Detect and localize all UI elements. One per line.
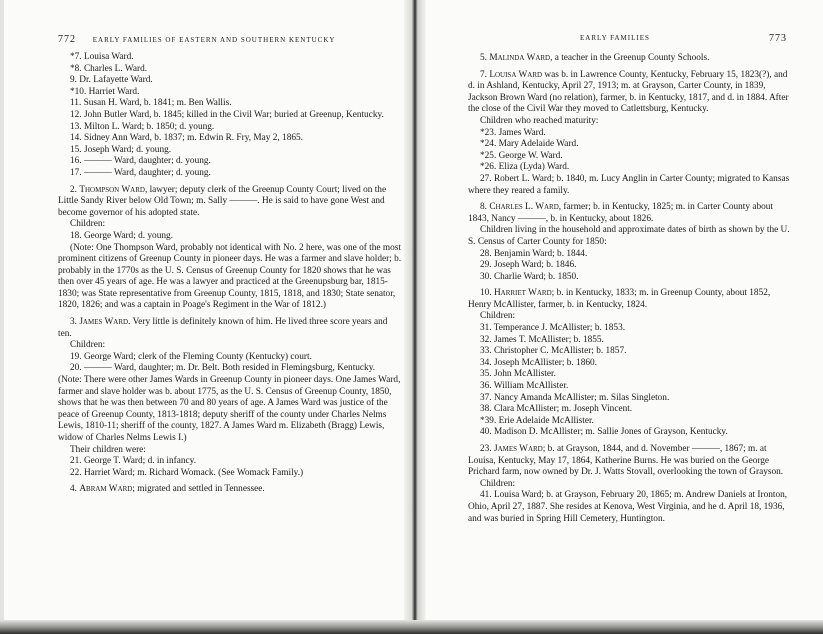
list-item: 18. George Ward; d. young.: [70, 230, 173, 241]
list-item: 21. George T. Ward; d. in infancy.: [70, 456, 197, 467]
entry-number: 7.: [480, 69, 487, 80]
right-running-head: EARLY FAMILIES: [580, 34, 650, 42]
list-item: 40. Madison D. McAllister; m. Sallie Jones of Grayson, Kentucky.: [480, 427, 728, 438]
list-item: 14. Sidney Ann Ward, b. 1837; m. Edwin R. Fry, May 2, 1865.: [70, 133, 303, 144]
list-item: 22. Harriet Ward; m. Richard Womack. (See Womack Family.): [70, 467, 304, 478]
list-item: 20. ——— Ward, daughter; m. Dr. Belt. Both resided in Flemingsburg, Kentucky.: [70, 363, 376, 374]
entry-name: Abram Ward: [79, 484, 133, 495]
list-item: 13. Milton L. Ward; b. 1850; d. young.: [70, 121, 215, 132]
note-paragraph: (Note: One Thompson Ward, probably not identical with No. 2 here, was one of the most prominent citizens of Greenup County in pioneer days. He was a farmer and slave holder; b. probably in the 1770s as the U. S. Census of Greenup County for 1820 shows that he was then over 45 years of age. He was a lawyer and practiced at the Greenupsburg bar, 1815-1830; was State representative from Greenup County, 1815, 1818, and 1830; State senator, 1820, 1826; and was a captain in Poage's Regiment in the War of 1812.): [58, 242, 402, 311]
james23-entry: [468, 444, 795, 479]
left-text-column: [58, 52, 402, 496]
charles-entry: [468, 202, 795, 225]
list-item: 19. George Ward; clerk of the Fleming County (Kentucky) court.: [70, 351, 312, 362]
entry-name: Thompson Ward: [79, 184, 145, 195]
entry-text: , a teacher in the Greenup County Schools.: [550, 53, 710, 63]
abram-entry: [58, 484, 402, 496]
left-page: [0, 0, 410, 634]
thompson-entry: [58, 185, 402, 220]
list-item: 28. Benjamin Ward; b. 1844.: [480, 248, 588, 259]
children-label: Children:: [70, 340, 106, 351]
list-item: *7. Louisa Ward.: [70, 52, 134, 62]
right-page: [414, 0, 823, 634]
entry-text: was b. in Lawrence County, Kentucky, February 15, 1823(?), and d. in Ashland, Kentucky, April 27, 1913; m. at Grayson, Carter County, in 1839, Jackson Brown Ward (no relation), farmer, b. in Kentucky, 1817, and d. in 1884. After the close of the Civil War they moved to Catlettsburg, Kentucky.: [468, 69, 789, 115]
entry-number: 5.: [480, 53, 487, 63]
louisa-entry: [468, 70, 795, 116]
list-item: *23. James Ward.: [480, 127, 546, 138]
right-page-number: 773: [769, 33, 787, 44]
left-page-number: 772: [58, 34, 76, 45]
children-label: Children:: [480, 478, 516, 489]
list-item: *25. George W. Ward.: [480, 150, 563, 161]
left-page-header: [58, 34, 335, 45]
entry-name: Malinda Ward: [489, 53, 551, 63]
entry-text: ; b. in Kentucky, 1833; m. in Greenup County, about 1852, Henry McAllister, farmer, b. in Kentucky, 1824.: [468, 288, 771, 310]
list-item: *10. Harriet Ward.: [70, 86, 140, 97]
list-item: 15. Joseph Ward; d. young.: [70, 144, 172, 155]
right-text-column: [468, 53, 795, 525]
list-item: 37. Nancy Amanda McAllister; m. Silas Singleton.: [480, 392, 670, 403]
left-running-head: EARLY FAMILIES OF EASTERN AND SOUTHERN KENTUCKY: [92, 36, 336, 44]
list-item: 9. Dr. Lafayette Ward.: [70, 75, 153, 86]
list-item: 38. Clara McAllister; m. Joseph Vincent.: [480, 404, 633, 415]
list-item: 32. James T. McAllister; b. 1855.: [480, 334, 604, 345]
james-entry: [58, 317, 402, 340]
entry-number: 3.: [70, 317, 77, 328]
list-item: *8. Charles L. Ward.: [70, 63, 148, 74]
children-label: Children:: [480, 311, 516, 322]
list-item: 11. Susan H. Ward, b. 1841; m. Ben Wallis.: [70, 98, 232, 109]
children-label: Children living in the household and approximate dates of birth as shown by the U. S. Census of Carter County for 1850:: [468, 225, 790, 247]
entry-number: 2.: [70, 184, 77, 195]
entry-number: 10.: [480, 288, 492, 299]
entry-name: Harriet Ward: [493, 288, 552, 299]
list-item: 30. Charlie Ward; b. 1850.: [480, 271, 579, 282]
entry-name: James Ward: [79, 317, 129, 328]
page-bottom-edge: [0, 620, 823, 634]
list-item: 27. Robert L. Ward; b. 1840, m. Lucy Anglin in Carter County; migrated to Kansas where they reared a family.: [468, 173, 790, 196]
list-item: 31. Temperance J. McAllister; b. 1853.: [480, 323, 626, 334]
entry-text: ; b. at Grayson, 1844, and d. November ———, 1867; m. at Louisa, Kentucky, May 17, 1864, Katherine Burns. He was buried on the George Prichard farm, now owned by Dr. J. Watts Stovall, overlooking the town of Grayson.: [468, 444, 784, 478]
harriet-entry: [468, 288, 795, 311]
list-item: *26. Eliza (Lyda) Ward.: [480, 162, 570, 173]
note-paragraph: (Note: There were other James Wards in Greenup County in pioneer days. One James Ward, farmer and slave holder was b. about 1775, as the U. S. Census of Greenup County, 1850, shows that he was then between 70 and 80 years of age. A James Ward was justice of the peace of Greenup County, 1813-1818; deputy sheriff of the county under Charles Nelms Lewis, 1810-11; sheriff of the county, 1827. A James Ward m. Elizabeth (Bragg) Lewis, widow of Charles Nelms Lewis I.): [58, 375, 401, 443]
list-item: 17. ——— Ward, daughter; d. young.: [70, 167, 211, 178]
entry-text: , farmer; b. in Kentucky, 1825; m. in Carter County about 1843, Nancy ———, b. in Kentucky, about 1826.: [468, 202, 773, 224]
list-item: 33. Christopher C. McAllister; b. 1857.: [480, 346, 627, 357]
malinda-entry: [468, 53, 795, 65]
entry-text: . Very little is definitely known of him. He lived three score years and ten.: [58, 317, 388, 339]
list-item: 12. John Butler Ward, b. 1845; killed in the Civil War; buried at Greenup, Kentucky.: [70, 109, 384, 120]
children-label: Children who reached maturity:: [480, 115, 599, 126]
entry-number: 4.: [70, 484, 77, 495]
list-item: 29. Joseph Ward; b. 1846.: [480, 260, 577, 271]
entry-text: ; migrated and settled in Tennessee.: [132, 484, 265, 495]
list-item: *24. Mary Adelaide Ward.: [480, 139, 579, 150]
list-item: 34. Joseph McAllister; b. 1860.: [480, 357, 597, 368]
entry-name: James Ward: [493, 444, 543, 454]
entry-text: , lawyer; deputy clerk of the Greenup County Court; lived on the Little Sandy River below Old Town; m. Sally ———. He is said to have gone West and become governor of his adopted state.: [58, 184, 387, 218]
children-label: Their children were:: [70, 444, 146, 455]
list-item: 41. Louisa Ward; b. at Grayson, February 20, 1865; m. Andrew Daniels at Ironton, Ohio, April 27, 1887. She resides at Kenova, West Virginia, and he d. April 18, 1936, and was buried in Spring Hill Cemetery, Huntington.: [468, 490, 788, 524]
list-item: 36. William McAllister.: [480, 381, 569, 392]
list-item: *39. Erie Adelaide McAllister.: [480, 415, 594, 426]
entry-name: Louisa Ward: [489, 69, 543, 80]
entry-number: 23.: [480, 444, 492, 454]
list-item: 35. John McAllister.: [480, 369, 556, 380]
entry-name: Charles L. Ward: [489, 202, 559, 213]
children-label: Children:: [70, 219, 106, 230]
entry-number: 8.: [480, 202, 487, 213]
list-item: 16. ——— Ward, daughter; d. young.: [70, 156, 211, 167]
